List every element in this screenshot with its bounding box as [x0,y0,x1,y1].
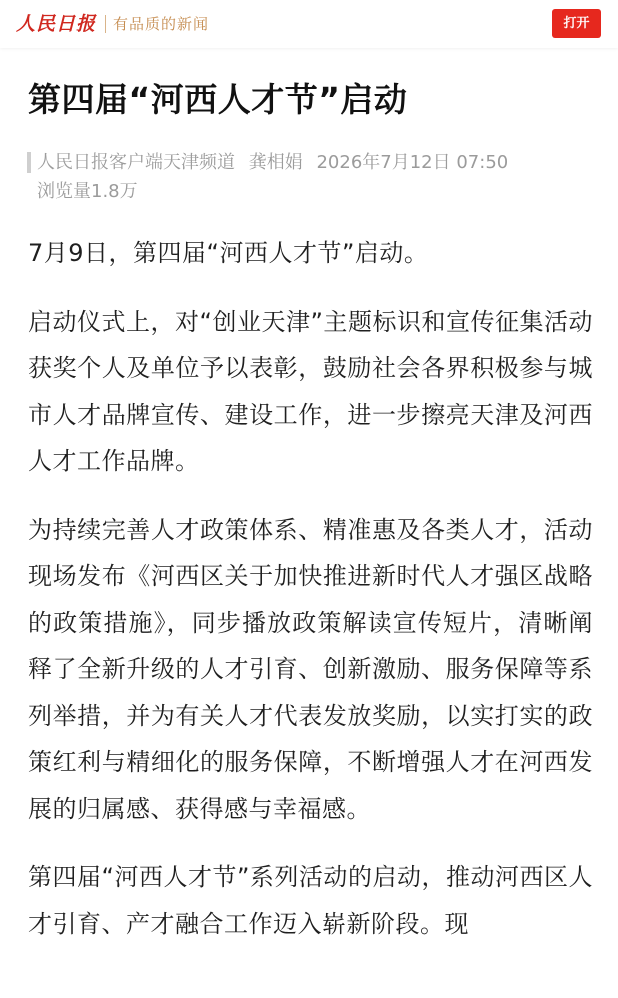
article-body [28,230,593,969]
open-app-button[interactable]: 打开 [552,9,601,38]
article-title: 第四届“河西人才节”启动 [28,80,408,119]
meta-accent-bar [27,152,31,173]
article-meta [27,148,597,206]
article-author: 龚相娟 [248,152,303,173]
article-views: 浏览量1.8万 [37,181,138,202]
top-bar [0,0,618,48]
brand-slogan: 有品质的新闻 [113,15,210,33]
article-paragraph: 第四届“河西人才节”系列活动的启动，推动河西区人才引育、产才融合工作迈入崭新阶段。现 [28,863,593,938]
brand-divider [105,15,106,33]
article-paragraph: 为持续完善人才政策体系、精准惠及各类人才，活动现场发布《河西区关于加快推进新时代人才强区战略的政策措施》，同步播放政策解读宣传短片，清晰阐释了全新升级的人才引育、创新激励、服务保障等系列举措，并为有关人才代表发放奖励，以实打实的政策红利与精细化的服务保障，不断增强人才在河西发展的归属感、获得感与幸福感。 [28,515,593,823]
article-paragraph: 启动仪式上，对“创业天津”主题标识和宣传征集活动获奖个人及单位予以表彰，鼓励社会各界积极参与城市人才品牌宣传、建设工作，进一步擦亮天津及河西人才工作品牌。 [28,307,593,475]
article-source: 人民日报客户端天津频道 [37,152,235,173]
peoples-daily-logo: 人民日报 [16,13,97,35]
article-datetime: 2026年7月12日 07:50 [316,152,509,173]
article-paragraph: 7月9日，第四届“河西人才节”启动。 [28,239,429,267]
brand[interactable] [16,8,209,40]
